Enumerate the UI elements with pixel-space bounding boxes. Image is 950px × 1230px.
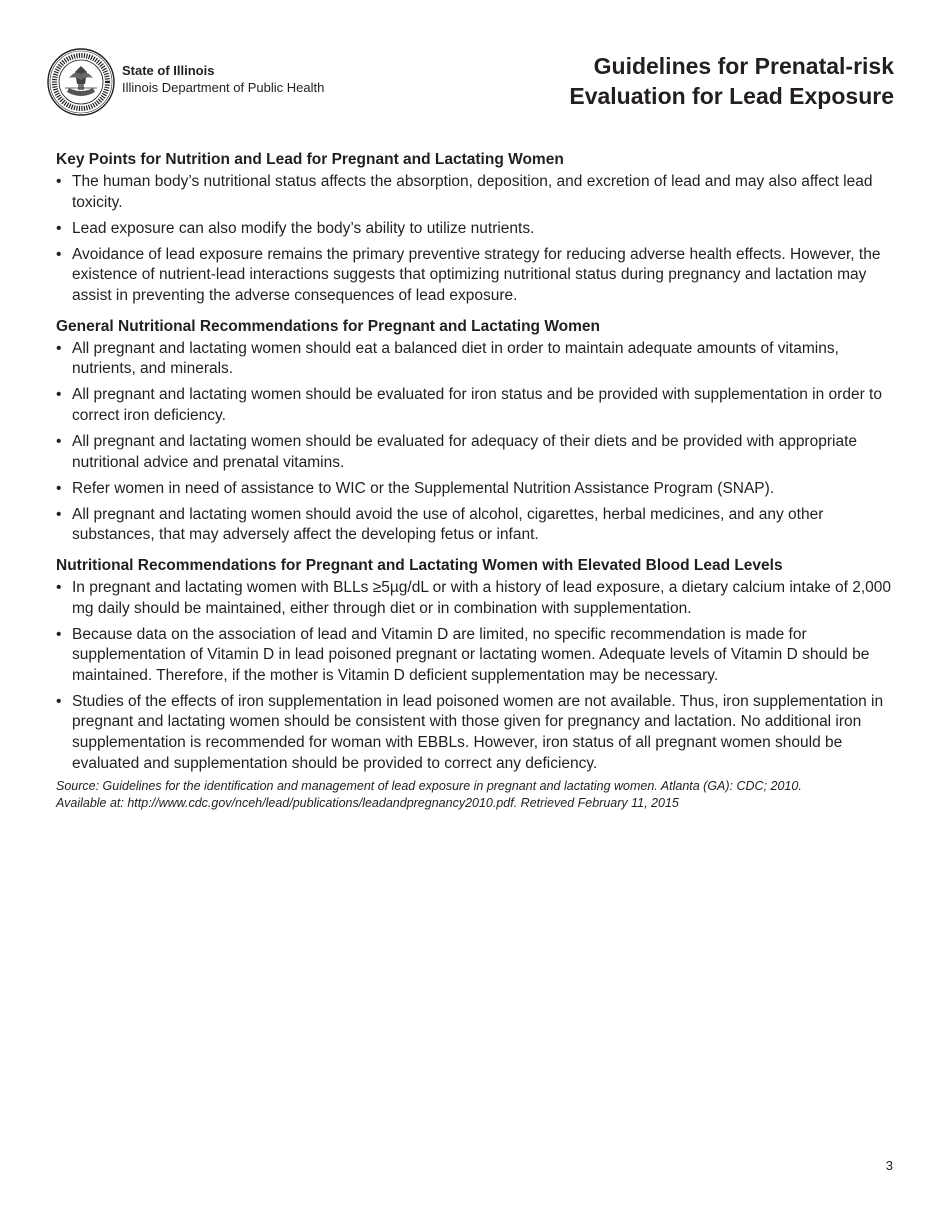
agency-block [122, 62, 324, 96]
source-citation [56, 778, 896, 812]
list-item: • Refer women in need of assistance to WIC or the Supplemental Nutrition Assistance Program (SNAP). [56, 479, 896, 500]
source-line-2: Available at: http://www.cdc.gov/nceh/lead/publications/leadandpregnancy2010.pdf. Retrieved February 11, 2015 [56, 795, 679, 810]
list-item: • Avoidance of lead exposure remains the primary preventive strategy for reducing adverse health effects. However, the existence of nutrient-lead interactions suggests that optimizing nutritional status during pregnancy and lactation may assist in preventing the adverse consequences of lead exposure. [56, 245, 896, 307]
section-heading-general-recommendations: General Nutritional Recommendations for Pregnant and Lactating Women [56, 317, 601, 335]
list-item: • All pregnant and lactating women should eat a balanced diet in order to maintain adequate amounts of vitamins, nutrients, and minerals. [56, 339, 896, 380]
list-item: • In pregnant and lactating women with BLLs ≥5µg/dL or with a history of lead exposure, a dietary calcium intake of 2,000 mg daily should be maintained, either through diet or in combination with supplementation. [56, 578, 896, 619]
title-line-2: Evaluation for Lead Exposure [569, 83, 894, 109]
document-title [474, 51, 894, 111]
department-name: Illinois Department of Public Health [122, 80, 325, 95]
list-item: • The human body’s nutritional status affects the absorption, deposition, and excretion of lead and may also affect lead toxicity. [56, 172, 896, 213]
source-line-1: Source: Guidelines for the identification and management of lead exposure in pregnant and lactating women. Atlanta (GA): CDC; 2010. [56, 778, 802, 793]
list-item: • All pregnant and lactating women should be evaluated for iron status and be provided with supplementation in order to correct iron deficiency. [56, 385, 896, 426]
illinois-state-seal-icon [47, 48, 115, 116]
section-heading-key-points: Key Points for Nutrition and Lead for Pregnant and Lactating Women [56, 151, 564, 168]
section-heading-elevated-bll-recommendations: Nutritional Recommendations for Pregnant and Lactating Women with Elevated Blood Lead Levels [56, 556, 783, 574]
list-item: • Because data on the association of lead and Vitamin D are limited, no specific recommendation is made for supplementation of Vitamin D in lead poisoned pregnant or lactating women. Adequate levels of Vitamin D should be maintained. Therefore, if the mother is Vitamin D deficient supplementation may be necessary. [56, 625, 896, 687]
key-points-list [56, 172, 896, 307]
list-item: • All pregnant and lactating women should avoid the use of alcohol, cigarettes, herbal medicines, and any other substances, that may adversely affect the developing fetus or infant. [56, 505, 896, 546]
list-item: • Studies of the effects of iron supplementation in lead poisoned women are not available. Thus, iron supplementation in pregnant and lactating women should be consistent with those given for pregnancy and lactation. No additional iron supplementation is recommended for woman with EBBLs. However, iron status of all pregnant women should be evaluated and supplementation should be provided to correct any deficiency. [56, 692, 896, 774]
agency-name: State of Illinois [122, 63, 215, 78]
general-recommendations-list [56, 339, 896, 546]
page-header [0, 0, 950, 130]
list-item: • Lead exposure can also modify the body’s ability to utilize nutrients. [56, 219, 896, 240]
list-item: • All pregnant and lactating women should be evaluated for adequacy of their diets and be provided with appropriate nutritional advice and prenatal vitamins. [56, 432, 896, 473]
title-line-1: Guidelines for Prenatal-risk [593, 53, 894, 79]
document-body [56, 150, 896, 812]
elevated-bll-recommendations-list [56, 578, 896, 774]
page-number: 3 [885, 1158, 893, 1173]
